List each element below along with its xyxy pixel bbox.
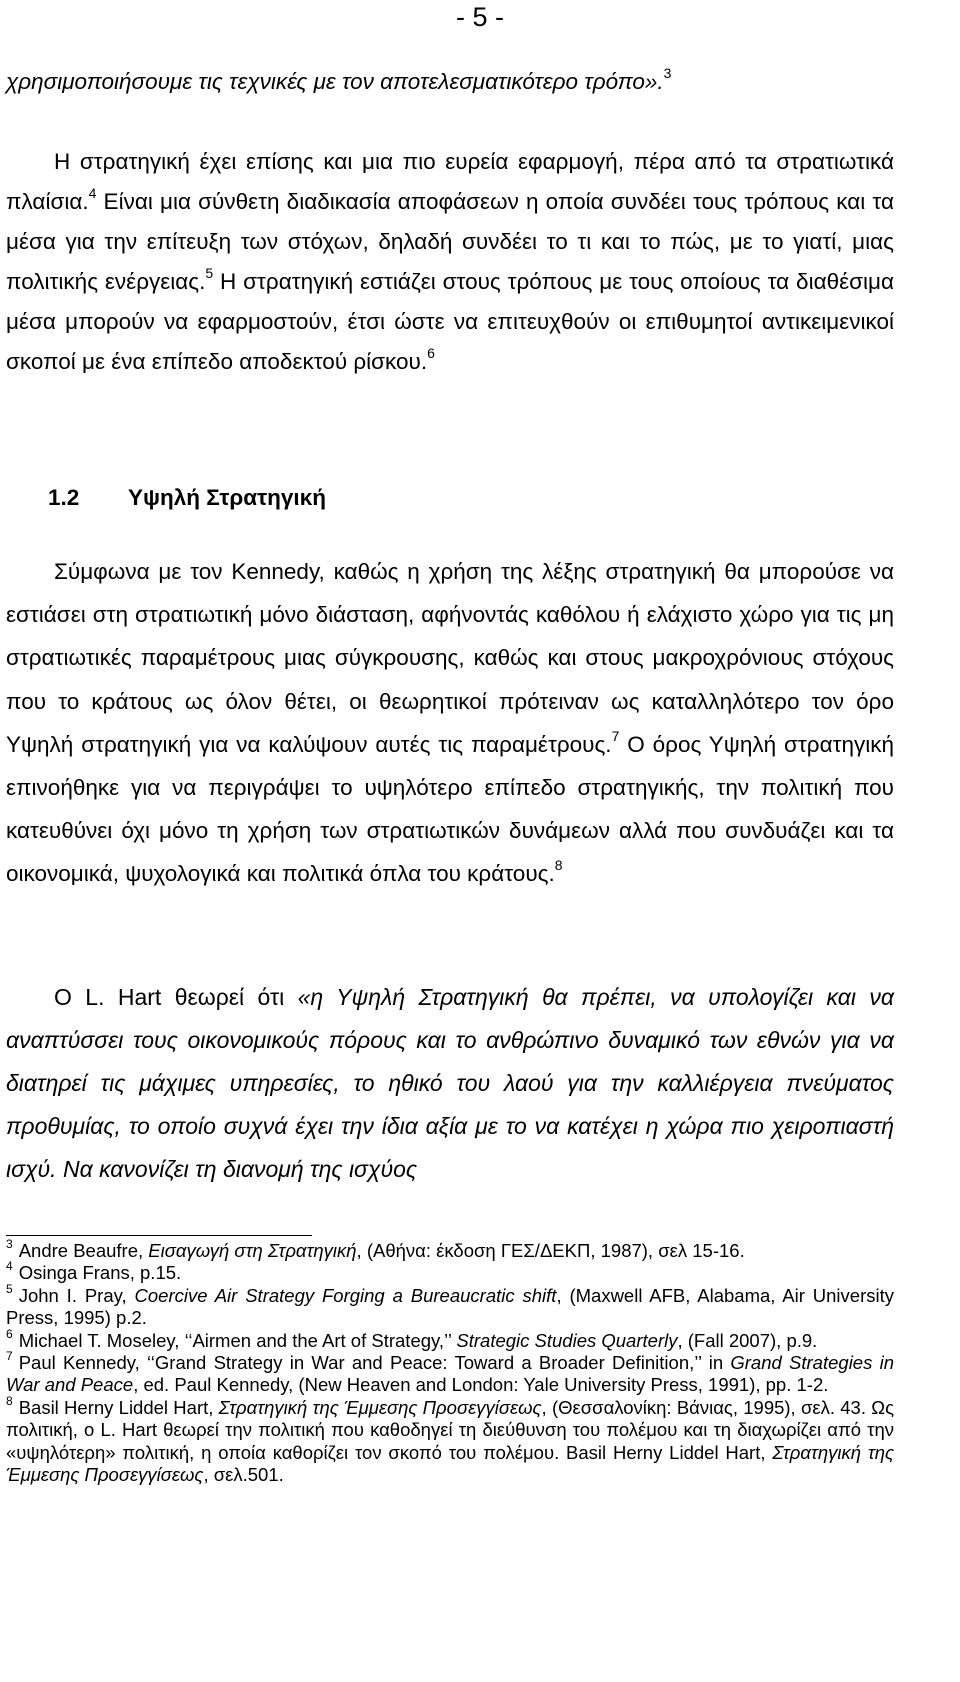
footnote-title: Strategic Studies Quarterly bbox=[456, 1329, 678, 1351]
footnote-title: Στρατηγική της Έμμεσης Προσεγγίσεως bbox=[6, 1441, 895, 1486]
paragraph-text: Η στρατηγική εστιάζει στους τρόπους με τους οποίους τα διαθέσιμα μέσα μπορούν να εφαρμοστούν, έτσι ώστε να επιτευχθούν οι επιθυμητοί αντικειμενικοί σκοποί με ένα επίπεδο αποδεκτού ρίσκου. bbox=[6, 269, 894, 374]
footnote-number: 5 bbox=[6, 1281, 13, 1296]
paragraph bbox=[6, 142, 894, 382]
footnote-title: Στρατηγική της Έμμεσης Προσεγγίσεως bbox=[218, 1396, 542, 1418]
footnote bbox=[6, 1349, 894, 1397]
footnote-ref: 8 bbox=[554, 857, 563, 874]
footnote-text: , σελ.501. bbox=[203, 1464, 284, 1486]
section-number: 1.2 bbox=[48, 485, 80, 510]
section-title: Υψηλή Στρατηγική bbox=[128, 485, 326, 510]
footnote-number: 6 bbox=[6, 1326, 13, 1341]
footnote-ref: 7 bbox=[611, 727, 620, 744]
footnote-text: Paul Kennedy, ‘‘Grand Strategy in War and Peace: Toward a Broader Definition,’’ in bbox=[18, 1352, 731, 1374]
footnote-text: , (Θεσσαλονίκη: Βάνιας, 1995), σελ. 43. Ως πολιτική, ο L. Hart θεωρεί την πολιτική που καθοδηγεί τη διεύθυνση του πολέμου και τη διαχωρίζει από την «υψηλότερη» πολιτική, η οποία καθορίζει τον σκοπό του πολέμου. Basil Herny Liddel Hart, bbox=[6, 1396, 894, 1463]
footnote-text: John I. Pray, bbox=[18, 1284, 135, 1306]
footnote-text: Osinga Frans, p.15. bbox=[18, 1262, 182, 1284]
quote-text: «η Υψηλή Στρατηγική θα πρέπει, να υπολογίζει και να αναπτύσσει τους οικονομικούς πόρους και το ανθρώπινο δυναμικό των εθνών για να διατηρεί τις μάχιμες υπηρεσίες, το ηθικό του λαού για την καλλιέργεια πνεύματος προθυμίας, το οποίο συχνά έχει την ίδια αξία με το να κατέχει η χώρα πιο χειροπιαστή ισχύ. Να κανονίζει τη διανομή της ισχύος bbox=[6, 984, 894, 1182]
footnote-number: 8 bbox=[6, 1393, 13, 1408]
footnote bbox=[6, 1259, 894, 1284]
footnote-number: 3 bbox=[6, 1237, 13, 1251]
footnote-title: Εισαγωγή στη Στρατηγική bbox=[148, 1240, 357, 1261]
paragraph-text: Είναι μια σύνθετη διαδικασία αποφάσεων η οποία συνδέει τους τρόπους και τα μέσα για την επίτευξη των στόχων, δηλαδή συνδέει το τι και το πώς, με το γιατί, μιας πολιτικής ενέργειας. bbox=[6, 189, 894, 294]
section-heading bbox=[48, 478, 326, 518]
paragraph-text: Σύμφωνα με τον Kennedy, καθώς η χρήση της λέξης στρατηγική θα μπορούσε να εστιάσει στη στρατιωτική μόνο διάσταση, αφήνοντάς καθόλου ή ελάχιστο χώρο για τις μη στρατιωτικές παραμέτρους μιας σύγκρουσης, καθώς και στους μακροχρόνιους στόχους που το κράτους ως όλον θέτει, οι θεωρητικοί πρότειναν ως καταλληλότερο τον όρο Υψηλή στρατηγική για να καλύψουν αυτές τις παραμέτρους. bbox=[6, 559, 894, 757]
footnote-text: , (Maxwell AFB, Alabama, Air University Press, 1995) p.2. bbox=[6, 1284, 894, 1329]
footnote-ref: 3 bbox=[663, 65, 672, 81]
footnote-number: 4 bbox=[6, 1259, 13, 1274]
paragraph-text: Ο L. Hart θεωρεί ότι bbox=[54, 984, 298, 1010]
quote-continuation bbox=[6, 62, 894, 102]
footnote bbox=[6, 1393, 895, 1487]
page-number: - 5 - bbox=[455, 2, 504, 32]
footnote-number: 7 bbox=[6, 1349, 13, 1364]
footnote-text: Andre Beaufre, bbox=[18, 1240, 149, 1261]
paragraph bbox=[6, 550, 894, 896]
paragraph bbox=[6, 976, 894, 1191]
footnote bbox=[6, 1281, 894, 1330]
footnote-ref: 6 bbox=[427, 345, 435, 361]
quote-text: χρησιμοποιήσουμε τις τεχνικές με τον αποτελεσματικότερο τρόπο». bbox=[6, 69, 664, 94]
footnote bbox=[6, 1237, 894, 1262]
footnote-separator bbox=[6, 1235, 312, 1236]
footnote-ref: 4 bbox=[88, 185, 97, 201]
footnote-text: , (Fall 2007), p.9. bbox=[677, 1329, 818, 1351]
paragraph-text: Ο όρος Υψηλή στρατηγική επινοήθηκε για να περιγράψει το υψηλότερο επίπεδο στρατηγικής, την πολιτική που κατευθύνει όχι μόνο τη χρήση των στρατιωτικών δυνάμεων αλλά που συνδυάζει και τα οικονομικά, ψυχολογικά και πολιτικά όπλα του κράτους. bbox=[6, 731, 895, 887]
footnote-title: Coercive Air Strategy Forging a Bureaucratic shift bbox=[134, 1284, 557, 1306]
footnote bbox=[6, 1326, 894, 1352]
footnote-text: , ed. Paul Kennedy, (New Heaven and London: Yale University Press, 1991), pp. 1-2. bbox=[133, 1374, 829, 1396]
footnote-ref: 5 bbox=[205, 265, 214, 281]
paragraph-text: Η στρατηγική έχει επίσης και μια πιο ευρεία εφαρμογή, πέρα από τα στρατιωτικά πλαίσια. bbox=[6, 149, 894, 214]
footnote-text: , (Αθήνα: έκδοση ΓΕΣ/ΔΕΚΠ, 1987), σελ 15-16. bbox=[356, 1240, 745, 1261]
footnote-text: Basil Herny Liddel Hart, bbox=[18, 1396, 219, 1418]
footnote-title: Grand Strategies in War and Peace bbox=[6, 1352, 894, 1396]
footnotes bbox=[6, 1237, 895, 1486]
footnote-text: Michael T. Moseley, ‘‘Airmen and the Art of Strategy,’’ bbox=[18, 1329, 457, 1351]
